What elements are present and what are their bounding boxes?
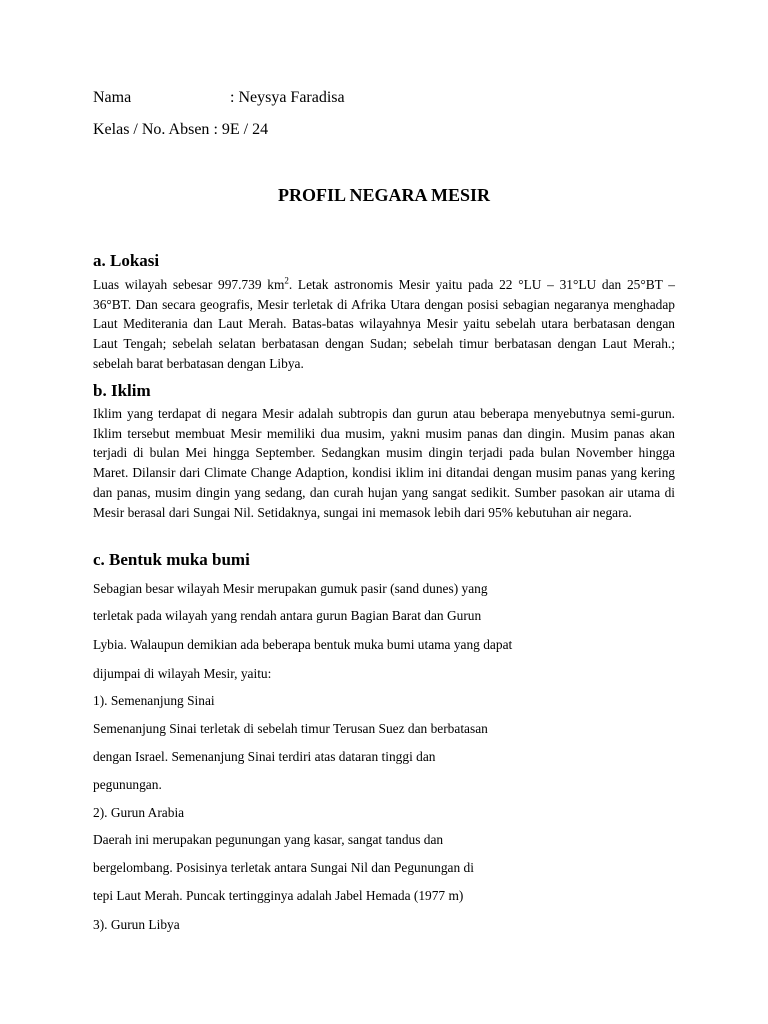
text-line: bergelombang. Posisinya terletak antara Sungai Nil dan Pegunungan di	[93, 860, 474, 875]
lokasi-text-start: Luas wilayah sebesar 997.739 km	[93, 277, 285, 292]
name-row	[93, 88, 345, 108]
text-line: terletak pada wilayah yang rendah antara gurun Bagian Barat dan Gurun	[93, 608, 482, 623]
lokasi-text-end: . Letak astronomis Mesir yaitu pada 22 °LU – 31°LU dan 25°BT – 36°BT. Dan secara geografis, Mesir terletak di Afrika Utara dengan posisi sebagian negaranya menghadap Laut Mediterania dan Laut Merah. Batas-batas wilayahnya Mesir yaitu sebelah utara berbatasan dengan Laut Tengah; sebelah selatan berbatasan dengan Sudan; sebelah timur berbatasan dengan Laut Merah.; sebelah barat berbatasan dengan Libya.	[93, 277, 675, 371]
list-item-heading: 3). Gurun Libya	[93, 917, 180, 932]
section-text-lokasi	[93, 275, 675, 374]
text-line: Sebagian besar wilayah Mesir merupakan gumuk pasir (sand dunes) yang	[93, 581, 488, 596]
section-heading-muka-bumi: c. Bentuk muka bumi	[93, 550, 250, 569]
section-text-iklim: Iklim yang terdapat di negara Mesir adalah subtropis dan gurun atau beberapa menyebutnya semi-gurun. Iklim tersebut membuat Mesir memiliki dua musim, yakni musim panas dan dingin. Musim panas akan terjadi di bulan Mei hingga September. Sedangkan musim dingin terjadi pada bulan November hingga Maret. Dilansir dari Climate Change Adaption, kondisi iklim ini ditandai dengan musim panas yang kering dan panas, musim dingin yang sedang, dan curah hujan yang sangat sedikit. Sumber pasokan air utama di Mesir berasal dari Sungai Nil. Setidaknya, sungai ini memasok lebih dari 95% kebutuhan air negara.	[93, 406, 675, 520]
text-line: dengan Israel. Semenanjung Sinai terdiri atas dataran tinggi dan	[93, 749, 436, 764]
list-item-heading: 2). Gurun Arabia	[93, 805, 185, 820]
text-line: tepi Laut Merah. Puncak tertingginya adalah Jabel Hemada (1977 m)	[93, 888, 464, 903]
section-heading-iklim: b. Iklim	[93, 381, 151, 400]
text-line: Lybia. Walaupun demikian ada beberapa bentuk muka bumi utama yang dapat	[93, 637, 513, 652]
text-line: pegunungan.	[93, 777, 162, 792]
class-value: : 9E / 24	[213, 121, 269, 138]
text-line: dijumpai di wilayah Mesir, yaitu:	[93, 666, 272, 681]
text-line: Daerah ini merupakan pegunungan yang kasar, sangat tandus dan	[93, 832, 444, 847]
lokasi-superscript: 2	[284, 275, 289, 286]
name-value: : Neysya Faradisa	[230, 89, 345, 106]
class-label: Kelas / No. Absen	[93, 121, 210, 138]
name-label: Nama	[93, 89, 132, 106]
list-item-heading: 1). Semenanjung Sinai	[93, 693, 215, 708]
section-heading-lokasi: a. Lokasi	[93, 251, 160, 270]
class-row	[93, 120, 268, 140]
text-line: Semenanjung Sinai terletak di sebelah timur Terusan Suez dan berbatasan	[93, 721, 488, 736]
document-title: PROFIL NEGARA MESIR	[277, 185, 491, 205]
